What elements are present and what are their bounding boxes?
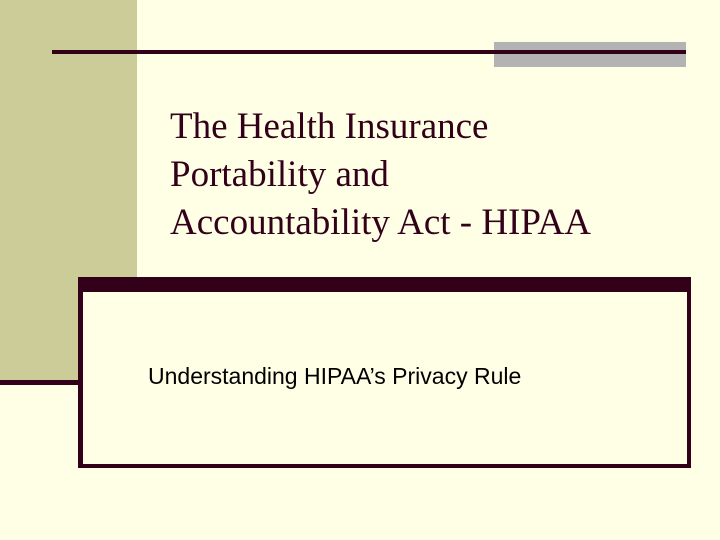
top-decor-rule bbox=[52, 50, 686, 54]
top-accent-bar bbox=[494, 42, 686, 67]
slide-title bbox=[170, 103, 700, 247]
slide-title-line: Portability and bbox=[170, 154, 389, 195]
subtitle-frame-inner-rule bbox=[80, 287, 83, 467]
slide-title-line: Accountability Act - HIPAA bbox=[170, 202, 592, 243]
side-decor-rule bbox=[0, 380, 80, 385]
slide-title-line: The Health Insurance bbox=[170, 106, 489, 147]
slide-subtitle: Understanding HIPAA’s Privacy Rule bbox=[148, 363, 522, 389]
